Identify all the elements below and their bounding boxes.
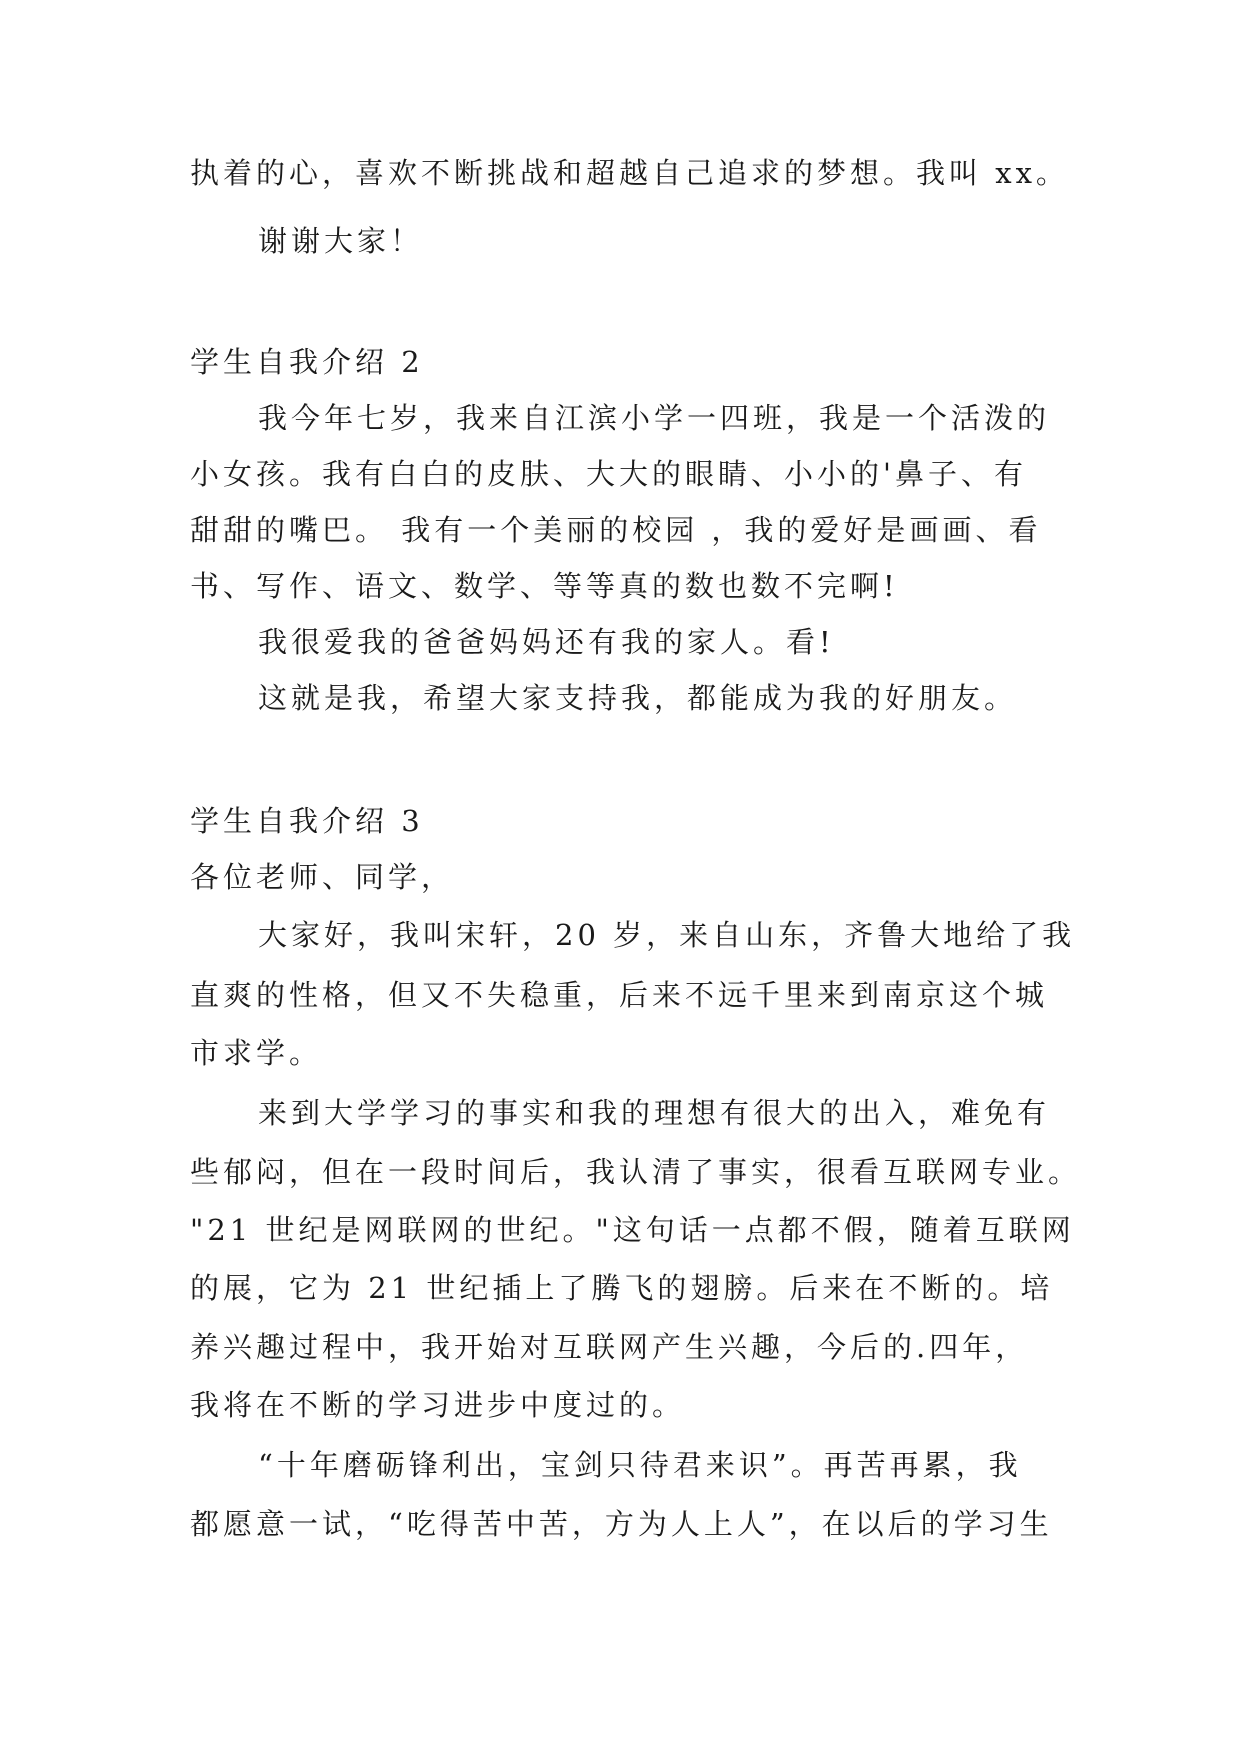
paragraph-line: 都愿意一试，“吃得苦中苦，方为人上人”，在以后的学习生 xyxy=(190,1507,1053,1541)
paragraph-line: “十年磨砺锋利出，宝剑只待君来识”。再苦再累，我 xyxy=(258,1448,1022,1482)
paragraph-line: 甜甜的嘴巴。 我有一个美丽的校园 ，我的爱好是画画、看 xyxy=(190,513,1042,547)
paragraph-line: 谢谢大家！ xyxy=(258,224,424,258)
paragraph-line: 各位老师、同学， xyxy=(190,860,455,894)
paragraph-line: 这就是我，希望大家支持我，都能成为我的好朋友。 xyxy=(258,681,1018,715)
section-heading: 学生自我介绍 3 xyxy=(190,804,424,838)
paragraph-line: 市求学。 xyxy=(190,1036,323,1070)
section-heading: 学生自我介绍 2 xyxy=(190,345,424,379)
paragraph-line: 我将在不断的学习进步中度过的。 xyxy=(190,1388,686,1422)
paragraph-line: 我今年七岁，我来自江滨小学一四班，我是一个活泼的 xyxy=(258,401,1051,435)
paragraph-line: 我很爱我的爸爸妈妈还有我的家人。看! xyxy=(258,625,835,659)
paragraph-line: 的展，它为 21 世纪插上了腾飞的翅膀。后来在不断的。培 xyxy=(190,1271,1054,1305)
paragraph-line: 直爽的性格，但又不失稳重，后来不远千里来到南京这个城 xyxy=(190,978,1049,1012)
paragraph-line: 小女孩。我有白白的皮肤、大大的眼睛、小小的'鼻子、有 xyxy=(190,457,1027,491)
paragraph-line: 书、写作、语文、数学、等等真的数也数不完啊! xyxy=(190,569,899,603)
paragraph-line: 大家好，我叫宋轩，20 岁，来自山东，齐鲁大地给了我 xyxy=(258,918,1076,952)
paragraph-line: 养兴趣过程中，我开始对互联网产生兴趣，今后的.四年， xyxy=(190,1330,1029,1364)
paragraph-line: 些郁闷，但在一段时间后，我认清了事实，很看互联网专业。 xyxy=(190,1155,1082,1189)
paragraph-line: "21 世纪是网联网的世纪。"这句话一点都不假，随着互联网 xyxy=(190,1213,1075,1247)
paragraph-line: 执着的心，喜欢不断挑战和超越自己追求的梦想。我叫 xx。 xyxy=(190,156,1069,190)
paragraph-line: 来到大学学习的事实和我的理想有很大的出入，难免有 xyxy=(258,1096,1051,1130)
